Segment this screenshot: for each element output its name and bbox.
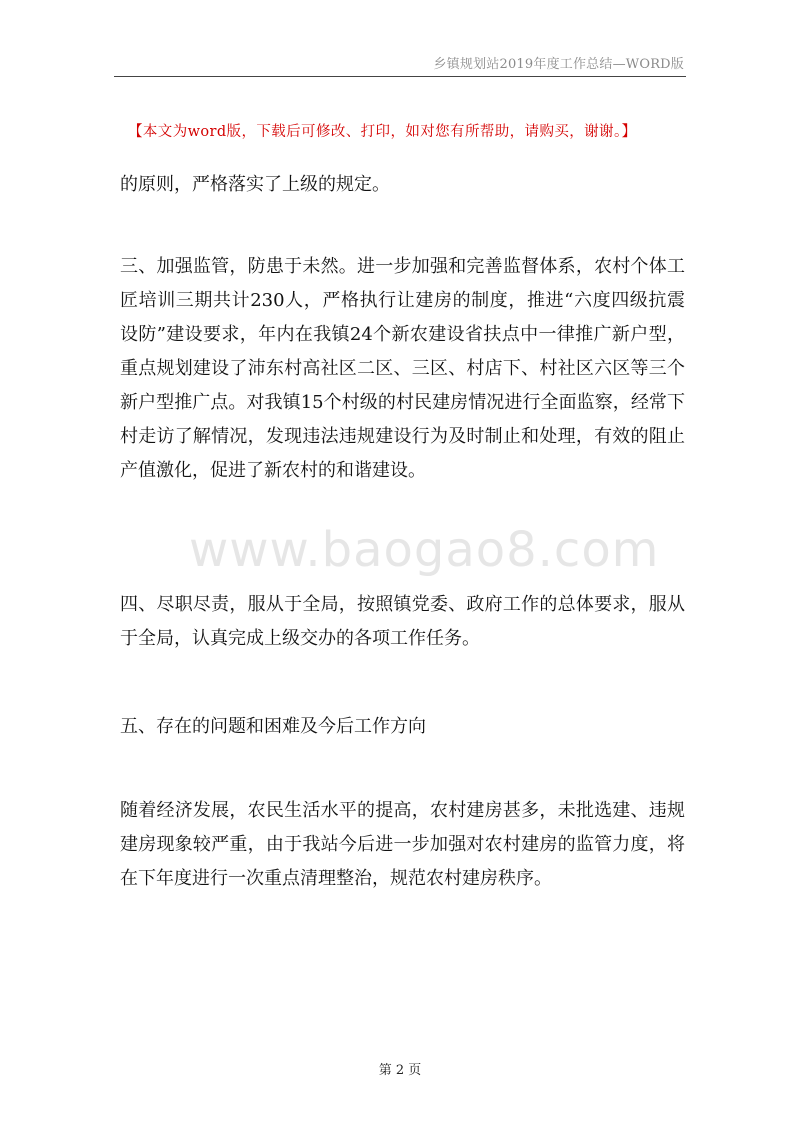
page-number: 第 2 页 <box>378 1063 422 1078</box>
watermark: www.baogao8.com <box>189 522 660 578</box>
paragraph-continuation: 的原则，严格落实了上级的规定。 <box>120 174 390 195</box>
header-divider <box>114 76 686 77</box>
heading-section-five: 五、存在的问题和困难及今后工作方向 <box>120 716 426 737</box>
paragraph-section-four: 四、尽职尽责，服从于全局，按照镇党委、政府工作的总体要求，服从于全局，认真完成上级交办的各项工作任务。 <box>120 594 685 649</box>
running-header: 乡镇规划站2019年度工作总结—WORD版 <box>433 57 684 72</box>
paragraph-section-five: 随着经济发展，农民生活水平的提高，农村建房甚多，未批选建、违规建房现象较严重，由于我站今后进一步加强对农村建房的监管力度，将在下年度进行一次重点清理整治，规范农村建房秩序。 <box>120 800 685 889</box>
paragraph-section-three: 三、加强监管，防患于未然。进一步加强和完善监督体系，农村个体工匠培训三期共计230人，严格执行让建房的制度，推进“六度四级抗震设防”建设要求，年内在我镇24个新农建设省扶点中一律推广新户型，重点规划建设了沛东村高社区二区、三区、村店下、村社区六区等三个新户型推广点。对我镇15个村级的村民建房情况进行全面监察，经常下村走访了解情况，发现违法违规建设行为及时制止和处理，有效的阻止产值激化，促进了新农村的和谐建设。 <box>120 256 685 481</box>
purchase-notice: 【本文为word版，下载后可修改、打印，如对您有所帮助，请购买，谢谢。】 <box>128 124 637 140</box>
